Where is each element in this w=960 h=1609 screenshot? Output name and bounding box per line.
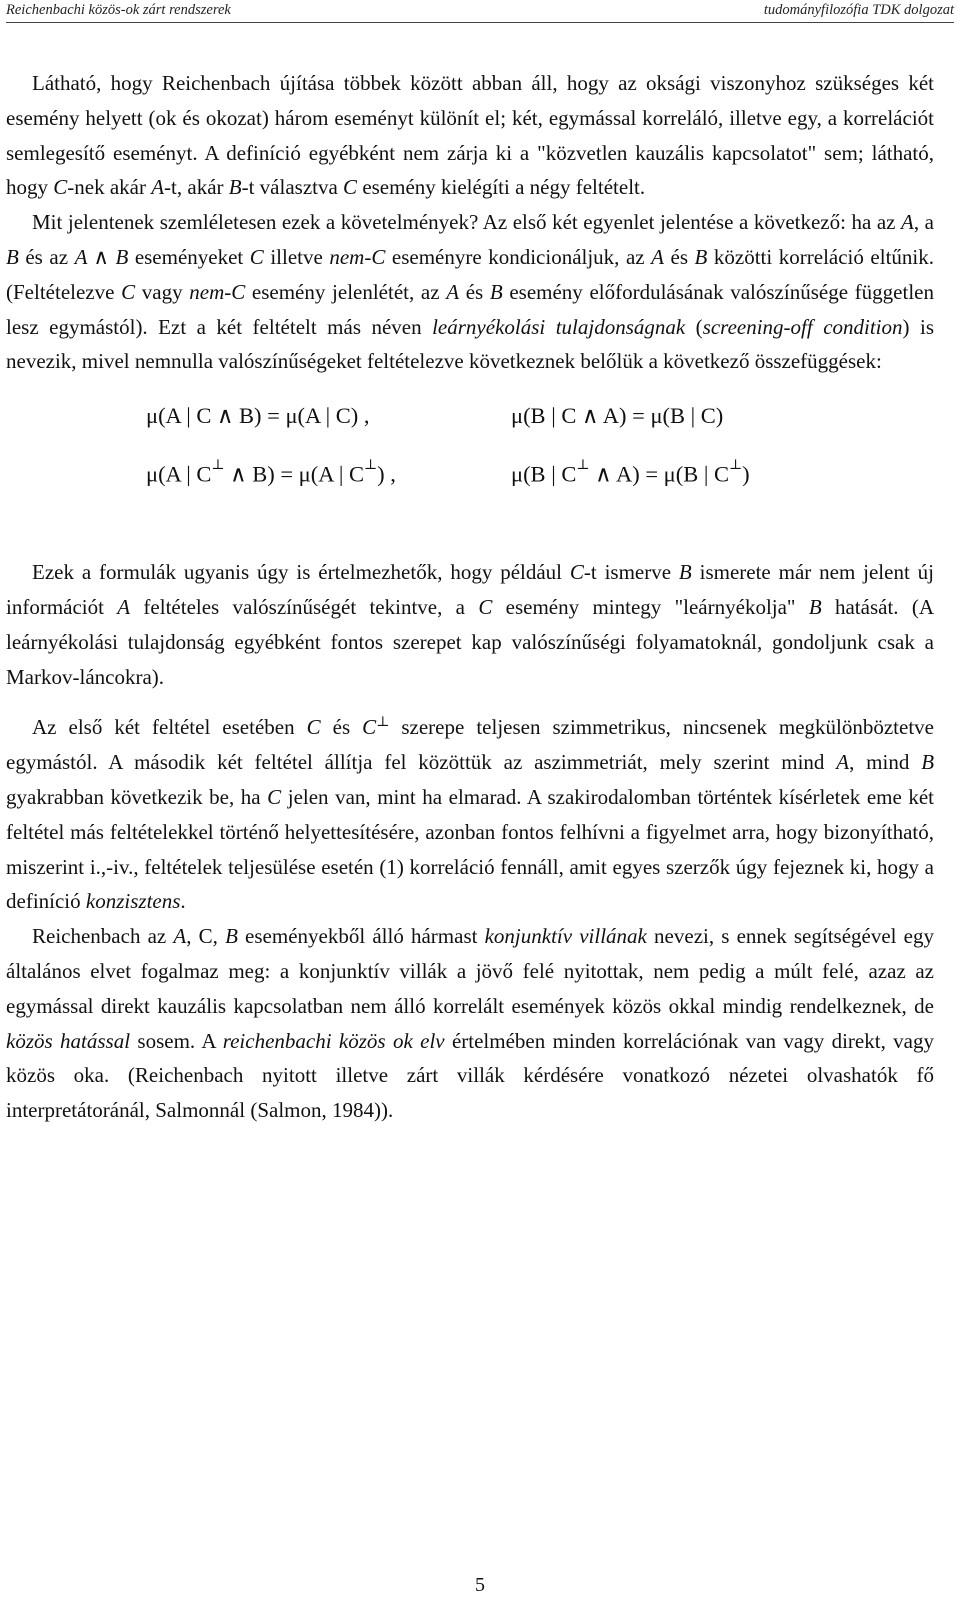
formula-1: μ(A | C ∧ B) = μ(A | C) , [146,403,370,429]
formula-2: μ(B | C ∧ A) = μ(B | C) [511,403,724,429]
term-common-cause-principle: reichenbachi közös ok elv [222,1028,445,1053]
document-body [6,66,934,1128]
page-number: 5 [475,1574,485,1596]
paragraph-4: Az első két feltétel esetében C és C⊥ szerepe teljesen szimmetrikus, nincsenek megkülönböztetve egymástól. A második két feltétel állítja fel közöttük az aszimmetriát, mely szerint mind A, mind B gyakrabban következik be, ha C jelen van, mint ha elmarad. A szakirodalomban történtek kísérletek eme két feltétel más feltételekkel történő helyettesítésére, azonban fontos felhívni a figyelmet arra, hogy bizonyítható, miszerint i.,-iv., feltételek teljesülése esetén (1) korreláció fennáll, amit egyes szerzők úgy fejeznek ki, hogy a definíció konzisztens. [6,715,935,914]
term-common-effect: közös hatással [6,1028,131,1053]
header-right-title: tudományfilozófia TDK dolgozat [763,2,954,18]
header-rule [6,22,954,23]
term-conjunctive-fork: konjunktív villának [484,924,647,949]
formula-3: μ(A | C⊥ ∧ B) = μ(A | C⊥) , [146,458,396,487]
formula-4: μ(B | C⊥ ∧ A) = μ(B | C⊥) [511,458,750,487]
paragraph-3: Ezek a formulák ugyanis úgy is értelmezhetők, hogy például C-t ismerve B ismerete már nem jelent új információt A feltételes valószínűségét tekintve, a C esemény mintegy "leárnyékolja" B hatását. (A leárnyékolási tulajdonság egyébként fontos szerepet kap valószínűségi folyamatoknál, gondoljunk csak a Markov-láncokra). [6,560,934,689]
term-consistent: konzisztens [85,889,181,914]
paragraph-2: Mit jelentenek szemléletesen ezek a követelmények? Az első két egyenlet jelentése a következő: ha az A, a B és az A ∧ B eseményeket C illetve nem-C eseményre kondicionáljuk, az A és B közötti korreláció eltűnik. (Feltételezve C vagy nem-C esemény jelenlétét, az A és B esemény előfordulásának valószínűsége független lesz egymástól). Ezt a két feltételt más néven leárnyékolási tulajdonságnak (screening-off condition) is nevezik, mivel nemnulla valószínűségeket feltételezve következnek belőlük a következő összefüggések: [6,210,934,374]
formula-block [6,393,934,543]
term-english: screening-off condition [702,314,903,339]
conjunction-expression: A ∧ B [74,244,129,269]
paragraph-5: Reichenbach az A, C, B eseményekből álló hármast konjunktív villának nevezi, s ennek segítségével egy általános elvet fogalmaz meg: a konjunktív villák a jövő felé nyitottak, nem pedig a múlt felé, azaz az egymással direkt kauzális kapcsolatban nem álló korrelált események közös okkal mindig rendelkeznek, de közös hatással sosem. A reichenbachi közös ok elv értelmében minden korrelációnak van vagy direkt, vagy közös oka. (Reichenbach nyitott illetve zárt villák kérdésére vonatkozó nézetei olvashatók fő interpretátoránál, Salmonnál (Salmon, 1984)). [6,924,935,1123]
header-left-title: Reichenbachi közös-ok zárt rendszerek [6,2,231,18]
term-screening: leárnyékolási tulajdonságnak [432,314,686,339]
paragraph-1: Látható, hogy Reichenbach újítása többek között abban áll, hogy az oksági viszonyhoz szükséges két esemény helyett (ok és okozat) három eseményt különít el; két, egymással korreláló, illetve egy, a korrelációt semlegesítő eseményt. A definíció egyébként nem zárja ki a "közvetlen kauzális kapcsolatot" sem; látható, hogy C-nek akár A-t, akár B-t választva C esemény kielégíti a négy feltételt. [6,71,934,200]
